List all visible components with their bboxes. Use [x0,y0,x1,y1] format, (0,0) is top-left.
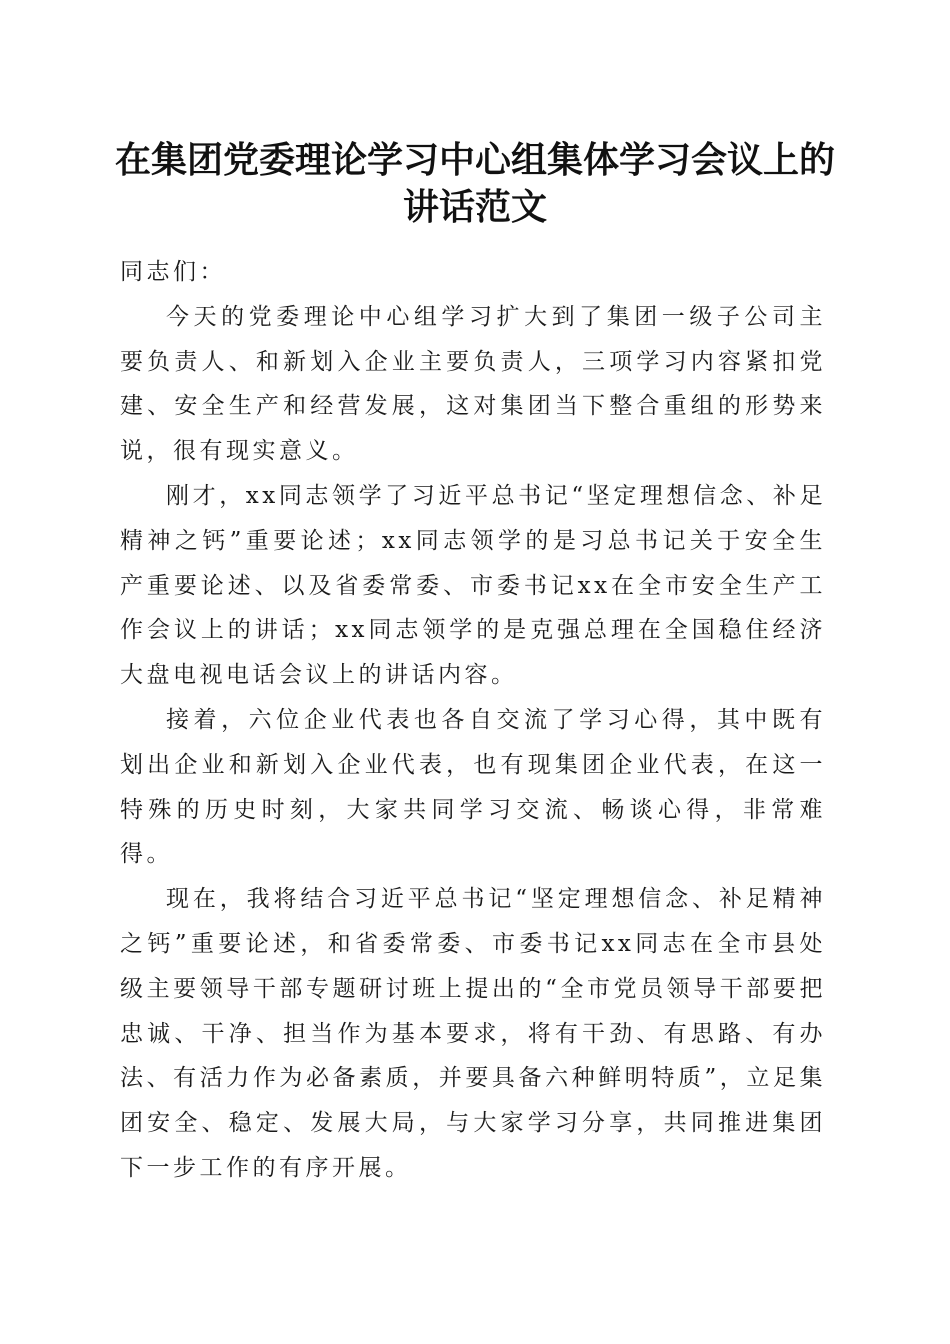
paragraph-3: 接着，六位企业代表也各自交流了学习心得，其中既有划出企业和新划入企业代表，也有现集团企业代表，在这一特殊的历史时刻，大家共同学习交流、畅谈心得，非常难得。 [120,706,826,868]
salutation: 同志们： [120,259,226,285]
document-body [120,250,826,1191]
document-title-line-2: 讲话范文 [402,186,547,228]
paragraph-4: 现在，我将结合习近平总书记“坚定理想信念、补足精神之钙”重要论述，和省委常委、市委书记xx同志在全市县处级主要领导干部专题研讨班上提出的“全市党员领导干部要把忠诚、干净、担当作为基本要求，将有干劲、有思路、有办法、有活力作为必备素质，并要具备六种鲜明特质”，立足集团安全、稳定、发展大局，与大家学习分享，共同推进集团下一步工作的有序开展。 [120,886,826,1181]
document-title-line-1: 在集团党委理论学习中心组集体学习会议上的 [114,139,835,181]
paragraph-1: 今天的党委理论中心组学习扩大到了集团一级子公司主要负责人、和新划入企业主要负责人，三项学习内容紧扣党建、安全生产和经营发展，这对集团当下整合重组的形势来说，很有现实意义。 [120,303,826,465]
paragraph-2: 刚才，xx同志领学了习近平总书记“坚定理想信念、补足精神之钙”重要论述；xx同志领学的是习总书记关于安全生产重要论述、以及省委常委、市委书记xx在全市安全生产工作会议上的讲话；xx同志领学的是克强总理在全国稳住经济大盘电视电话会议上的讲话内容。 [120,482,826,689]
